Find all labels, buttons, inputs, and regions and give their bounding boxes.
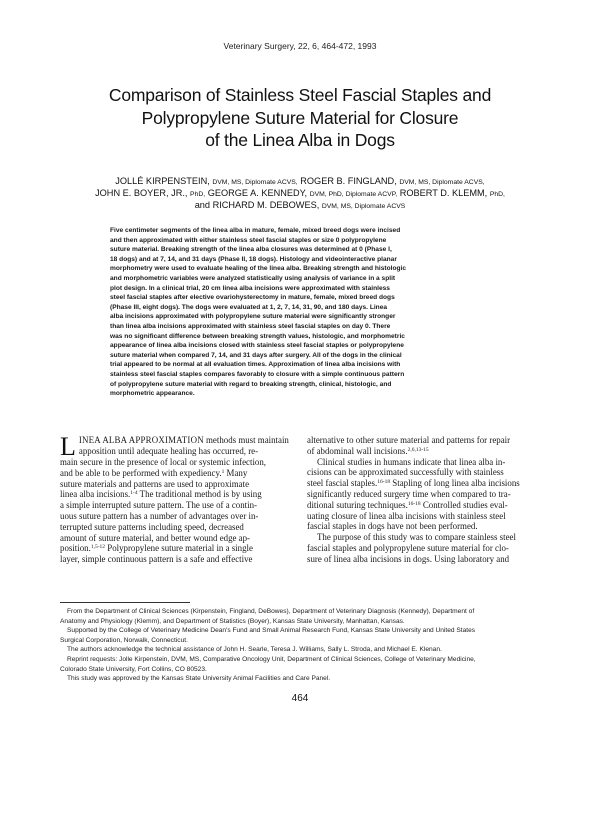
abstract-line: steel fascial staples after elective ovariohysterectomy in mature, female, mixed breed dogs — [110, 294, 395, 302]
body-line — [60, 543, 292, 554]
abstract-line: stainless steel fascial staples compares favorably to closure with a simple continuous pattern — [110, 370, 405, 378]
body-text: Many — [224, 467, 248, 478]
body-text: Controlled studies eval- — [420, 499, 508, 510]
abstract-line: suture material. Breaking strength of the linea alba closures was determined at 0 (Phase I, — [110, 246, 392, 254]
drop-cap: L — [60, 432, 76, 461]
body-text: position. — [60, 543, 91, 554]
body-line: terrupted suture patterns including speed, decreased — [60, 521, 244, 532]
abstract-line: suture material when compared 7, 14, and 31 days after surgery. All of the dogs in the clinical — [110, 351, 402, 359]
citation-superscript: 2,6,13-15 — [407, 446, 429, 453]
abstract — [110, 226, 490, 399]
body-line — [307, 500, 539, 511]
footnote-line: The authors acknowledge the technical assistance of John H. Searle, Teresa J. Williams, Sally L. Stroda, and Michael E. Klenan. — [67, 646, 442, 654]
footnote-line: Anatomy and Physiology (Klemm), and Department of Statistics (Boyer), Kansas State University, Manhattan, Kansas. — [60, 617, 405, 625]
author-line — [40, 176, 560, 188]
author-credentials: DVM, PhD, Diplomate ACVP, — [309, 191, 398, 199]
abstract-line: alba incisions approximated with polypropylene suture material were significantly stronger — [110, 313, 396, 321]
author-credentials: PhD, — [489, 191, 505, 199]
body-line: main secure in the presence of local or systemic infection, — [60, 457, 267, 467]
body-line — [60, 435, 292, 446]
footnote-line: This study was approved by the Kansas State University Animal Facilities and Care Panel. — [67, 675, 331, 683]
author-name: ROBERT D. KLEMM, — [399, 188, 488, 199]
author-credentials: DVM, MS, Diplomate ACVS, — [399, 179, 485, 186]
body-text: Polypropylene suture material in a single — [105, 543, 253, 554]
citation-superscript: 1 — [221, 468, 225, 475]
abstract-line: 18 dogs) and at 7, 14, and 31 days (Phase II, 18 dogs). Histology and videointeractive planar — [110, 255, 397, 263]
journal-citation: Veterinary Surgery, 22, 6, 464-472, 1993 — [223, 41, 377, 51]
author-name: GEORGE A. KENNEDY, — [207, 188, 308, 199]
article-title — [60, 84, 540, 152]
body-line: suture materials and patterns are used to approximate — [60, 478, 250, 489]
body-line: uating closure of linea alba incisions with stainless steel — [307, 510, 506, 521]
body-line — [60, 468, 292, 479]
body-line: layer, simple continuous pattern is a safe and effective — [60, 554, 253, 565]
body-line — [307, 446, 539, 457]
body-text: steel fascial staples. — [307, 478, 378, 489]
abstract-line: morphometry were used to evaluate healing of the linea alba. Breaking strength and histologic — [110, 265, 407, 273]
abstract-line: was no significant difference between breaking strength values, histologic, and morphometric — [110, 332, 405, 340]
abstract-line: and morphometric variables were analyzed statistically using analysis of variance in a split — [110, 274, 396, 282]
body-line: a simple interrupted suture pattern. The use of a contin- — [60, 500, 257, 511]
body-line: The purpose of this study was to compare stainless steel — [317, 532, 516, 543]
body-text: The traditional method is by using — [137, 489, 262, 500]
abstract-line: and then approximated with either stainless steel fascial staples or size 0 polypropylene — [110, 236, 387, 244]
footnote-line: Surgical Corporation, Norwalk, Connecticut. — [60, 636, 188, 644]
abstract-line: trial appeared to be normal at all evaluation times. Approximation of linea alba incisions with — [110, 361, 401, 369]
title-line: Polypropylene Suture Material for Closure — [141, 107, 459, 128]
author-line — [40, 188, 560, 200]
citation-superscript: 16-18 — [377, 479, 391, 486]
author-credentials: DVM, MS, Diplomate ACVS — [321, 203, 406, 211]
body-text: Stapling of long linea alba incisions — [390, 478, 520, 489]
body-text: and be able to be performed with expediency. — [60, 467, 222, 478]
body-line: alternative to other suture material and patterns for repair — [307, 435, 511, 445]
author-credentials: DVM, MS, Diplomate ACVS, — [212, 179, 298, 186]
author-credentials: PhD, — [190, 191, 206, 199]
body-line — [307, 478, 539, 489]
abstract-line: Five centimeter segments of the linea alba in mature, female, mixed breed dogs were incised — [110, 227, 401, 234]
footnote-line: Colorado State University, Fort Collins, CO 80523. — [60, 665, 207, 673]
body-line: uous suture pattern has a number of advantages over in- — [60, 510, 259, 521]
abstract-line: than linea alba incisions approximated with stainless steel fascial staples on day 0. There — [110, 322, 391, 330]
page-number: 464 — [291, 693, 309, 704]
body-line: apposition until adequate healing has occurred, re- — [78, 445, 259, 456]
footnotes — [60, 607, 550, 684]
body-column-right — [307, 435, 539, 565]
citation-superscript: 1,5-12 — [90, 544, 106, 551]
author-line — [40, 200, 560, 212]
abstract-line: plot design. In a clinical trial, 20 cm linea alba incisions were approximated with stainless — [110, 284, 390, 292]
title-line: Comparison of Stainless Steel Fascial Staples and — [108, 85, 492, 105]
footnote-divider — [60, 602, 190, 603]
abstract-line: (Phase III, eight dogs). The dogs were evaluated at 1, 2, 7, 14, 31, 90, and 180 days. Linea — [110, 303, 388, 311]
author-list — [40, 176, 560, 213]
body-text: linea alba incisions. — [60, 489, 131, 500]
small-caps-lead: INEA ALBA APPROXIMATION — [78, 435, 204, 445]
body-line: fascial staples in dogs have not been performed. — [307, 521, 478, 532]
author-name: JOLLÉ KIRPENSTEIN, — [115, 176, 210, 186]
body-line: cisions can be approximated successfully with stainless — [307, 467, 504, 478]
body-line: amount of suture material, and better wound edge ap- — [60, 532, 251, 543]
citation-superscript: 1-4 — [130, 490, 138, 497]
body-line: fascial staples and polypropylene suture material for clo- — [307, 542, 509, 553]
body-line: Clinical studies in humans indicate that linea alba in- — [317, 456, 506, 467]
body-line: significantly reduced surgery time when compared to tra- — [307, 488, 511, 499]
body-line: sure of linea alba incisions in dogs. Using laboratory and — [307, 553, 510, 564]
footnote-line: Supported by the College of Veterinary Medicine Dean's Fund and Small Animal Research Fund, Kansas State University and United States — [67, 627, 476, 635]
abstract-line: of polypropylene suture material with regard to breaking strength, clinical, histologic, and — [110, 380, 392, 388]
footnote-line: From the Department of Clinical Sciences (Kirpenstein, Fingland, DeBowes), Department of Veterinary Diagnosis (Kennedy), Department of — [67, 608, 475, 615]
abstract-line: morphometric appearance. — [110, 390, 195, 398]
body-column-left — [60, 432, 292, 565]
body-text: ditional suturing techniques. — [307, 499, 408, 510]
body-text: of abdominal wall incisions. — [307, 445, 408, 456]
author-name: ROGER B. FINGLAND, — [300, 176, 397, 186]
body-line — [60, 489, 292, 500]
body-text: methods must maintain — [203, 435, 289, 445]
title-line: of the Linea Alba in Dogs — [205, 130, 395, 150]
author-name: and RICHARD M. DEBOWES, — [194, 200, 320, 211]
abstract-line: appearance of linea alba incisions closed with stainless steel fascial staples or polypropylene — [110, 342, 404, 350]
footnote-line: Reprint requests: Jolle Kirpenstein, DVM, MS, Comparative Oncology Unit, Department of Clinical Sciences, College of Veterinary Medicine, — [67, 655, 476, 663]
citation-superscript: 16-18 — [407, 500, 421, 507]
author-name: JOHN E. BOYER, JR., — [95, 188, 188, 199]
